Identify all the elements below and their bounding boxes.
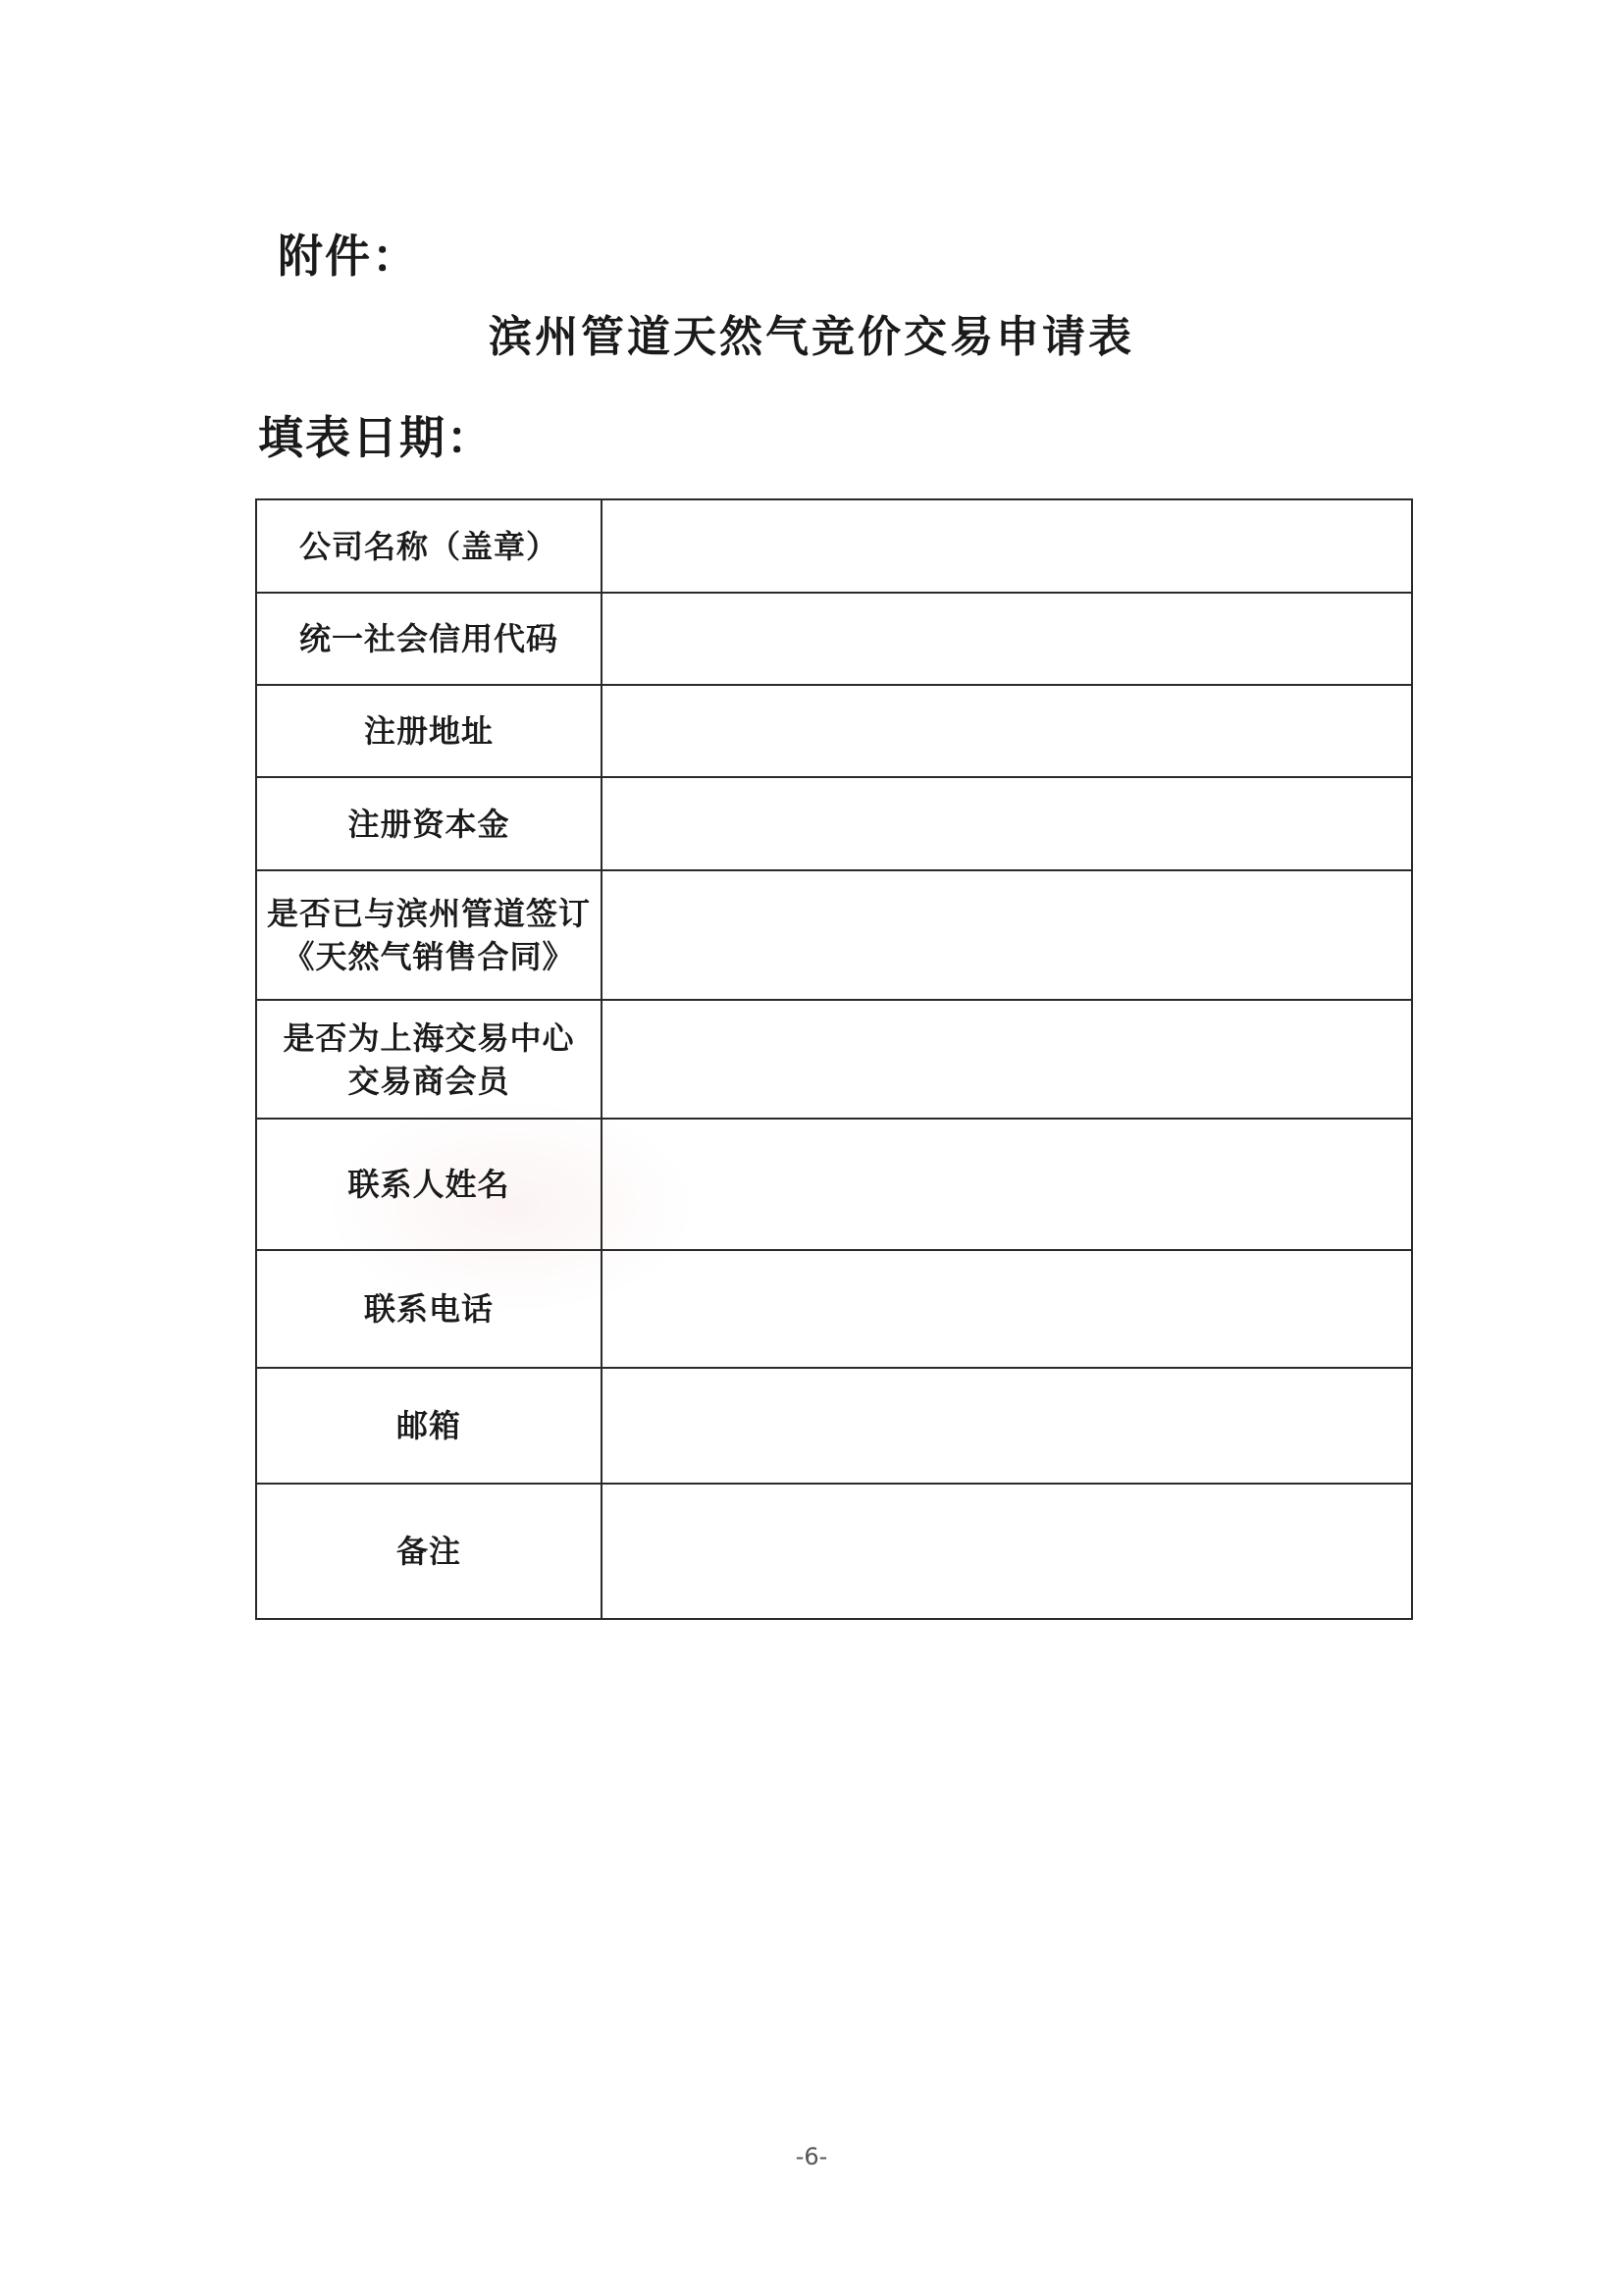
contact-phone-label: 联系电话 [363, 1290, 494, 1328]
form-row-remarks [256, 1484, 1412, 1619]
form-label-cell [256, 1484, 602, 1619]
form-row-registered-capital [256, 777, 1412, 870]
email-label: 邮箱 [395, 1407, 461, 1444]
contact-phone-field[interactable] [602, 1250, 1412, 1368]
form-row-contact-name [256, 1119, 1412, 1250]
form-label-cell [256, 1119, 602, 1250]
registered-address-label: 注册地址 [363, 712, 494, 750]
application-form-table [255, 498, 1413, 1620]
registered-capital-field[interactable] [602, 777, 1412, 870]
form-label-cell [256, 1000, 602, 1119]
form-label-cell [256, 1250, 602, 1368]
form-label-cell [256, 777, 602, 870]
form-row-company-name [256, 499, 1412, 593]
remarks-label: 备注 [395, 1533, 461, 1570]
form-label-cell [256, 685, 602, 777]
credit-code-field[interactable] [602, 593, 1412, 685]
form-label-cell [256, 593, 602, 685]
form-label-cell [256, 499, 602, 593]
form-label-cell [256, 1368, 602, 1484]
credit-code-label: 统一社会信用代码 [298, 620, 558, 657]
email-field[interactable] [602, 1368, 1412, 1484]
fill-date-label: 填表日期： [258, 411, 494, 464]
form-row-contact-phone [256, 1250, 1412, 1368]
attachment-label: 附件： [278, 230, 419, 283]
form-label-cell [256, 870, 602, 1000]
remarks-field[interactable] [602, 1484, 1412, 1619]
sales-contract-label: 是否已与滨州管道签订 《天然气销售合同》 [266, 895, 591, 975]
contact-name-label: 联系人姓名 [347, 1166, 510, 1203]
company-name-label: 公司名称（盖章） [298, 527, 558, 565]
registered-address-field[interactable] [602, 685, 1412, 777]
form-row-shanghai-member [256, 1000, 1412, 1119]
page-number: -6- [795, 2143, 828, 2170]
form-row-credit-code [256, 593, 1412, 685]
shanghai-member-field[interactable] [602, 1000, 1412, 1119]
form-row-email [256, 1368, 1412, 1484]
company-name-field[interactable] [602, 499, 1412, 593]
form-row-registered-address [256, 685, 1412, 777]
document-title: 滨州管道天然气竞价交易申请表 [489, 312, 1134, 362]
contact-name-field[interactable] [602, 1119, 1412, 1250]
sales-contract-field[interactable] [602, 870, 1412, 1000]
form-row-sales-contract [256, 870, 1412, 1000]
registered-capital-label: 注册资本金 [347, 805, 510, 843]
shanghai-member-label: 是否为上海交易中心 交易商会员 [283, 1018, 575, 1100]
